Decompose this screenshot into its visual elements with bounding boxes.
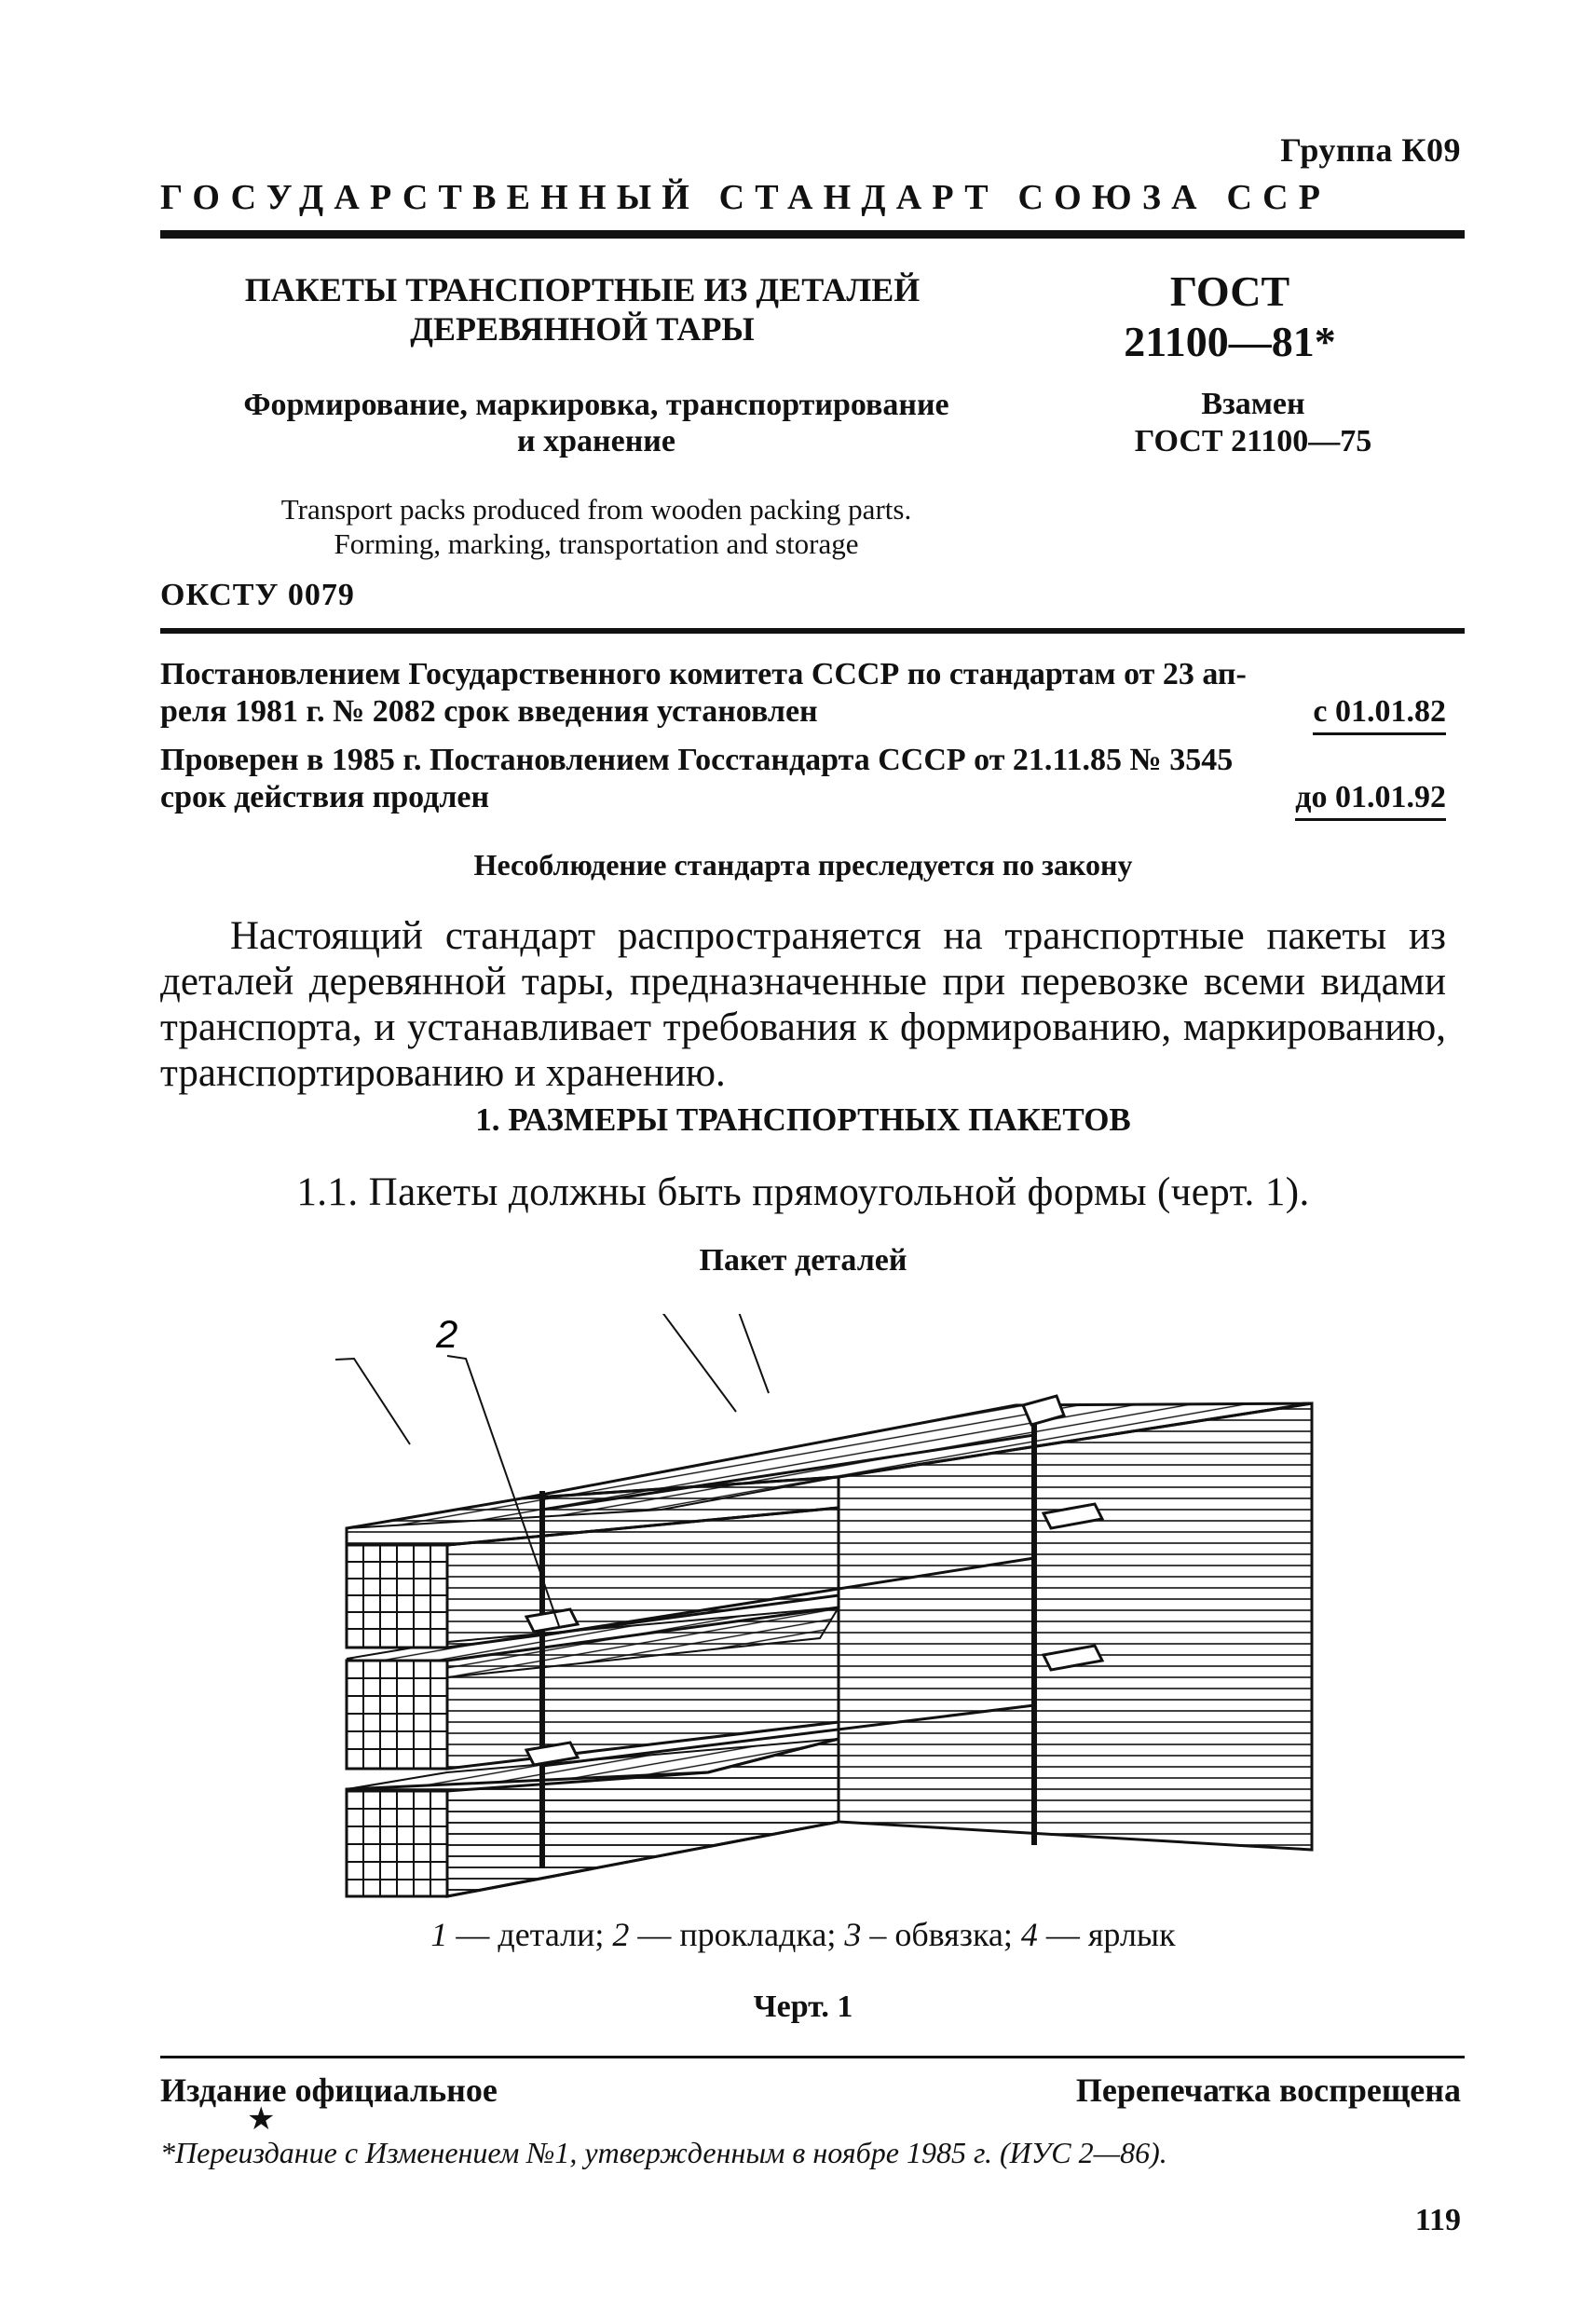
decree-line-2	[160, 693, 1446, 735]
official-edition: Издание официальное	[160, 2072, 498, 2109]
figure-legend	[160, 1915, 1446, 1954]
section-heading: 1. РАЗМЕРЫ ТРАНСПОРТНЫХ ПАКЕТОВ	[475, 1101, 1131, 1138]
subtitle-line-1: Формирование, маркировка, транспортирование	[243, 388, 949, 422]
legend-item-3: – обвязка;	[861, 1916, 1021, 1953]
decree-line-2-text: реля 1981 г. № 2082 срок введения установлен	[160, 694, 818, 729]
checked-block	[160, 742, 1446, 821]
english-line-1: Transport packs produced from wooden packing parts.	[280, 493, 912, 526]
introduction-date: с 01.01.82	[1313, 693, 1446, 735]
replaces-value: ГОСТ 21100—75	[1134, 424, 1372, 458]
title-line-2: ДЕРЕВЯННОЙ ТАРЫ	[410, 310, 755, 348]
footer-rule	[160, 2056, 1465, 2058]
state-standard-heading: ГОСУДАРСТВЕННЫЙ СТАНДАРТ СОЮЗА ССР	[160, 178, 1331, 217]
law-warning: Несоблюдение стандарта преследуется по закону	[473, 848, 1133, 882]
extended-text: срок действия продлен	[160, 780, 490, 814]
replaces-block	[1095, 386, 1412, 460]
decree-top-rule	[160, 628, 1465, 634]
legend-item-2: — прокладка;	[629, 1916, 845, 1953]
star-mark: ★	[247, 2102, 276, 2137]
gost-designation	[1095, 267, 1365, 367]
legend-number-1: 1	[430, 1916, 448, 1953]
subtitle-line-2: и хранение	[517, 424, 675, 458]
title-line-1: ПАКЕТЫ ТРАНСПОРТНЫЕ ИЗ ДЕТАЛЕЙ	[244, 271, 921, 308]
intro-paragraph	[160, 913, 1446, 1096]
top-thick-rule	[160, 230, 1465, 239]
english-title	[191, 492, 1002, 561]
gost-label: ГОСТ	[1169, 267, 1290, 315]
page-number: 119	[1414, 2203, 1461, 2237]
gost-number: 21100—81*	[1124, 318, 1336, 365]
figure-caption: Черт. 1	[753, 1990, 853, 2024]
decree-block	[160, 656, 1446, 735]
legend-number-2: 2	[612, 1916, 630, 1953]
legend-item-4: — ярлык	[1037, 1916, 1176, 1953]
legend-number-3: 3	[844, 1916, 862, 1953]
decree-line-1: Постановлением Государственного комитета СССР по стандартам от 23 ап-	[160, 657, 1247, 691]
reprint-prohibited: Перепечатка воспрещена	[1075, 2072, 1461, 2109]
document-title	[191, 270, 974, 349]
oksty-code: ОКСТУ 0079	[160, 578, 355, 612]
clause-1-1: 1.1. Пакеты должны быть прямоугольной формы (черт. 1).	[296, 1170, 1310, 1214]
reissue-note: *Переиздание с Изменением №1, утвержденным в ноябре 1985 г. (ИУС 2—86).	[160, 2136, 1167, 2169]
group-label: Группа К09	[1280, 131, 1461, 169]
replaces-label: Взамен	[1201, 387, 1305, 421]
extended-date: до 01.01.92	[1295, 779, 1446, 821]
legend-item-1: — детали;	[447, 1916, 613, 1953]
callout-2: 2	[436, 1314, 458, 1356]
extended-line	[160, 779, 1446, 821]
english-line-2: Forming, marking, transportation and storage	[334, 527, 859, 560]
intro-text: Настоящий стандарт распространяется на транспортные пакеты из деталей деревянной тары, предназначенные при перевозке всеми видами транспорта, и устанавливает требования к формированию, маркированию, транспортированию и хранению.	[160, 914, 1446, 1095]
document-subtitle	[191, 387, 1002, 459]
legend-number-4: 4	[1020, 1916, 1038, 1953]
figure-title: Пакет деталей	[699, 1243, 907, 1278]
checked-line: Проверен в 1985 г. Постановлением Госстандарта СССР от 21.11.85 № 3545	[160, 743, 1234, 777]
transport-pack-drawing	[335, 1314, 1323, 1910]
